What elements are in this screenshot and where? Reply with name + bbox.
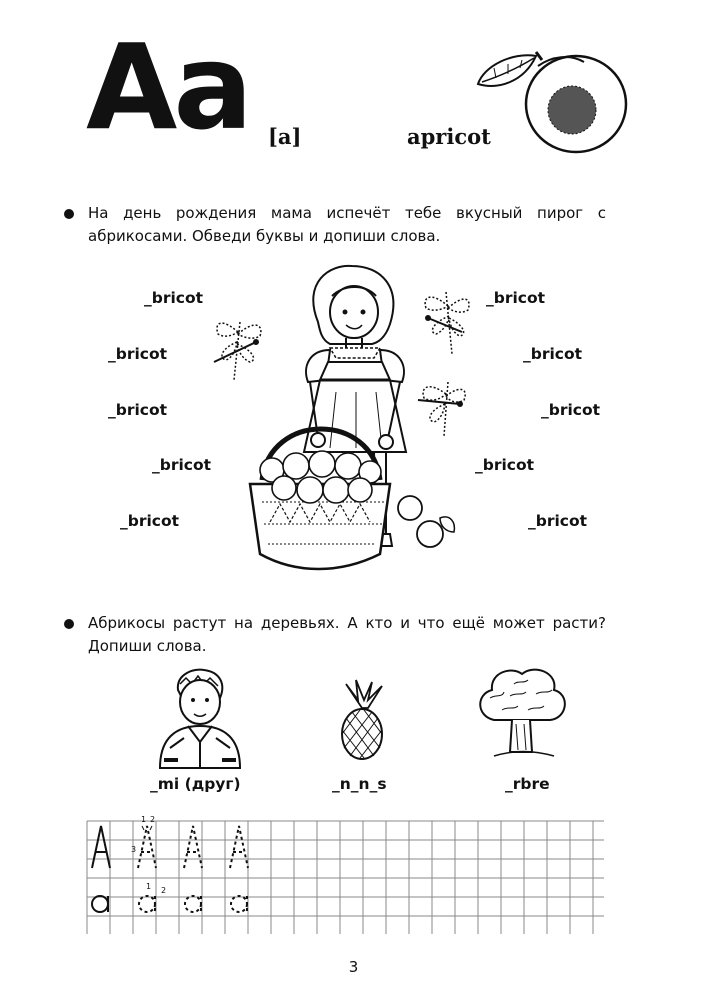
caption-arbre[interactable]: _rbre	[505, 775, 550, 793]
task2-line2: Допиши слова.	[88, 637, 207, 655]
page-number: 3	[348, 958, 359, 976]
task1-line1: На день рождения мама испечёт тебе вкусный пирог с	[88, 204, 606, 222]
stroke-number: 3	[131, 845, 137, 854]
stroke-number: 2	[150, 815, 156, 824]
bullet	[64, 209, 74, 219]
caption-amigo[interactable]: _mi (друг)	[150, 775, 241, 793]
word-blank-right-2[interactable]: _bricot	[523, 345, 583, 363]
dragonfly-icon	[414, 376, 470, 440]
word-blank-right-1[interactable]: _bricot	[486, 289, 546, 307]
word-blank-left-1[interactable]: _bricot	[144, 289, 204, 307]
word-blank-left-4[interactable]: _bricot	[152, 456, 212, 474]
task1-instruction	[88, 202, 606, 248]
caption-ananas[interactable]: _n_n_s	[332, 775, 387, 793]
task2-line1: Абрикосы растут на деревьях. А кто и что ещё может расти?	[88, 614, 606, 632]
apricot-icon	[472, 44, 632, 156]
task1-line2: абрикосами. Обведи буквы и допиши слова.	[88, 227, 441, 245]
transcription: [a]	[268, 124, 302, 149]
pineapple-icon	[334, 678, 390, 760]
word-blank-left-5[interactable]: _bricot	[120, 512, 180, 530]
copybook-grid[interactable]	[86, 820, 606, 936]
headword: apricot	[407, 124, 491, 149]
word-blank-right-4[interactable]: _bricot	[475, 456, 535, 474]
word-blank-right-3[interactable]: _bricot	[541, 401, 601, 419]
boy-icon	[154, 668, 244, 768]
word-blank-left-3[interactable]: _bricot	[108, 401, 168, 419]
letter-heading: Aa	[86, 18, 249, 156]
dragonfly-icon	[212, 312, 268, 384]
bullet	[64, 619, 74, 629]
stroke-number: 1	[146, 882, 152, 891]
dragonfly-icon	[418, 288, 474, 360]
stroke-number: 2	[161, 886, 167, 895]
task2-instruction	[88, 612, 606, 658]
stroke-number: 1	[141, 815, 147, 824]
word-blank-left-2[interactable]: _bricot	[108, 345, 168, 363]
tree-icon	[474, 664, 570, 764]
word-blank-right-5[interactable]: _bricot	[528, 512, 588, 530]
